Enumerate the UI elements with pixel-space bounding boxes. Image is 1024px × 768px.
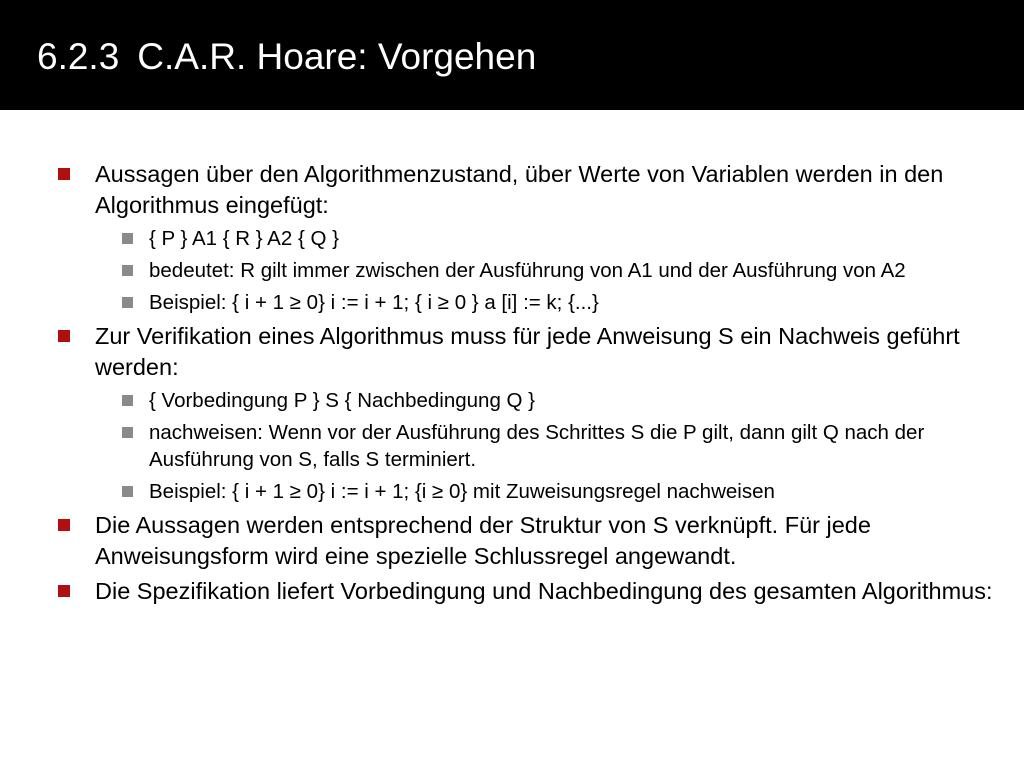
bullet-text: Die Spezifikation liefert Vorbedingung und Nachbedingung des gesamten Algorithmus: (95, 578, 993, 604)
bullet-item-1 (56, 159, 996, 221)
slide-title (37, 36, 536, 78)
bullet-text: Aussagen über den Algorithmenzustand, über Werte von Variablen werden in den Algorithmus eingefügt: (95, 161, 944, 218)
sub-bullet-text: { Vorbedingung P } S { Nachbedingung Q } (149, 389, 536, 412)
title-text: C.A.R. Hoare: Vorgehen (137, 36, 537, 77)
sub-bullet-item (56, 387, 996, 414)
sub-bullet-item (56, 289, 996, 316)
bullet-item-4 (56, 576, 996, 607)
square-bullet-icon (122, 297, 133, 308)
sub-bullet-text: Beispiel: { i + 1 ≥ 0} i := i + 1; {i ≥ 0} mit Zuweisungsregel nachweisen (149, 480, 775, 503)
title-bar (0, 0, 1024, 110)
square-bullet-icon (122, 395, 133, 406)
sub-bullet-text: Beispiel: { i + 1 ≥ 0} i := i + 1; { i ≥ 0 } a [i] := k; {...} (149, 291, 599, 314)
sub-bullet-text: { P } A1 { R } A2 { Q } (149, 227, 339, 250)
bullet-text: Die Aussagen werden entsprechend der Struktur von S verknüpft. Für jede Anweisungsform wird eine spezielle Schlussregel angewandt. (95, 512, 871, 569)
sub-bullet-item (56, 225, 996, 252)
sub-bullet-item (56, 257, 996, 284)
bullet-text: Zur Verifikation eines Algorithmus muss für jede Anweisung S ein Nachweis geführt werden: (95, 323, 960, 380)
sub-bullet-text: bedeutet: R gilt immer zwischen der Ausführung von A1 und der Ausführung von A2 (149, 259, 906, 282)
square-bullet-icon (58, 168, 70, 180)
sub-bullet-item (56, 478, 996, 505)
bullet-list (56, 159, 996, 611)
square-bullet-icon (122, 486, 133, 497)
bullet-item-2 (56, 321, 996, 383)
square-bullet-icon (58, 585, 70, 597)
square-bullet-icon (58, 330, 70, 342)
square-bullet-icon (122, 427, 133, 438)
section-number: 6.2.3 (37, 36, 120, 77)
square-bullet-icon (122, 233, 133, 244)
bullet-item-3 (56, 510, 996, 572)
square-bullet-icon (58, 519, 70, 531)
sub-bullet-item (56, 419, 996, 473)
sub-bullet-text: nachweisen: Wenn vor der Ausführung des Schrittes S die P gilt, dann gilt Q nach der Ausführung von S, falls S terminiert. (149, 421, 925, 471)
square-bullet-icon (122, 265, 133, 276)
